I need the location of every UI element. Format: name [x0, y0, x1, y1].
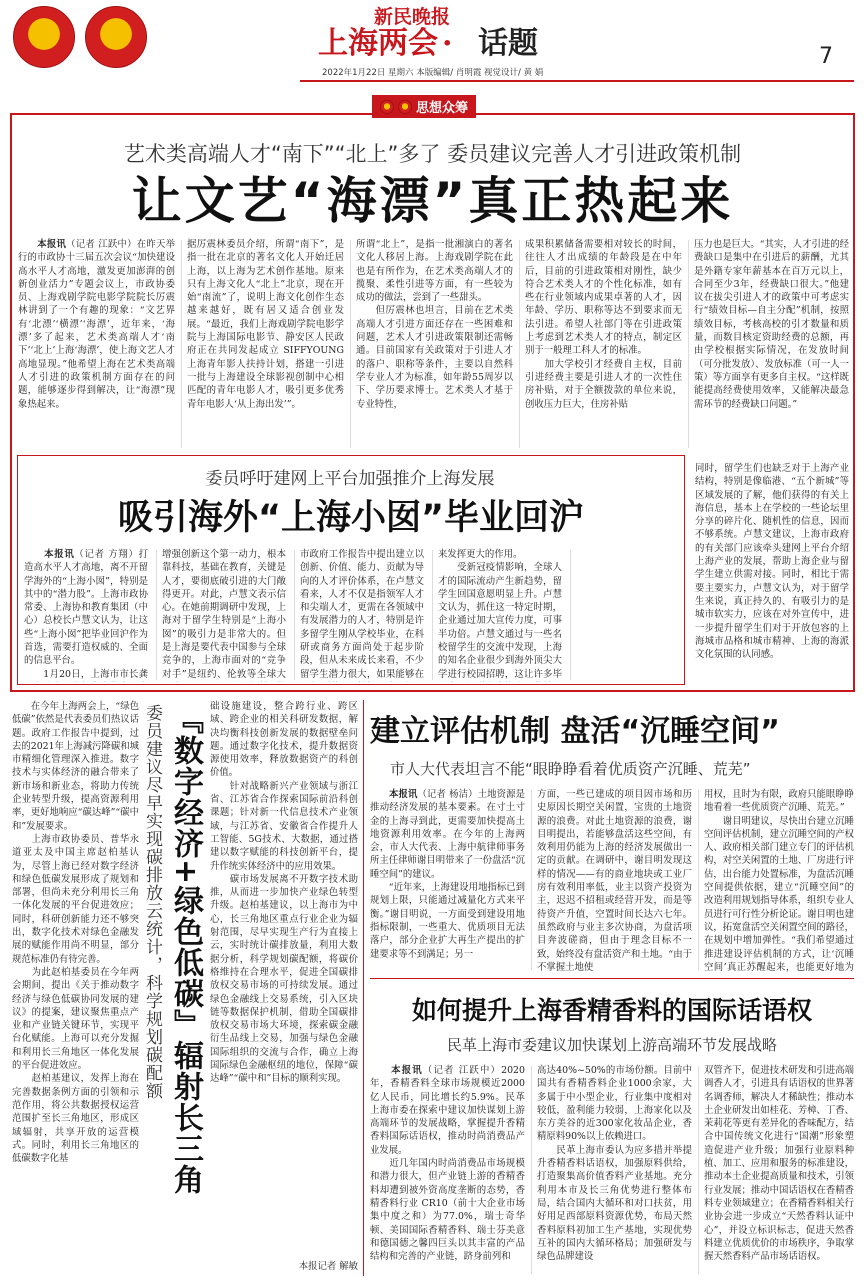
article4-kicker: 市人大代表坦言不能“眼睁睁看着优质资产沉睡、荒芜”: [390, 760, 751, 778]
article1-column-4: 成果积累储备需要相对较长的时间，往往人才出成绩的年龄段是在中年后，目前的引进政策相对刚性，缺少符合艺术类人才的个性化标准，如有些在行业领域内成果卓著的人才，因年龄、学历、职称等达不到要求而无法引进。希望人社部门等在引进政策上考虑到艺术类人才的特点，制定区别于一般理工科人才的标准。 加大学校引才经费自主权，目前引进经费主要是引进人才的一次性住房补贴，对于全额拨款的单位来说，创收压力巨大，住房补贴: [525, 239, 682, 410]
article5-headline: 如何提升上海香精香料的国际话语权: [411, 996, 812, 1025]
article5-column-1: 本报讯（记者 江跃中）2020年，香精香料全球市场规模近2000亿人民币，同比增长约5.9%。民革上海市委在探索中建议加快谋划上游高端环节的发展战略，掌握提升香精香料国际话语权，推动时尚消费品产业发展。 近几年国内时尚消费品市场规模和潜力很大，但产业链上游的香精香料却遭到被外资高度垄断的态势，香精香料行业 CR10（前十大企业市场集中度之和）为77.0%，瑞士奇华顿、美国国际香精香料、瑞士芬美意和德国德之馨四巨头以其丰富的产品结构和完善的产业链，跻身前列和: [370, 1065, 525, 1263]
page-number: 7: [819, 44, 833, 69]
article2-byline: 本报讯: [44, 549, 75, 560]
banner-label: 思想众筹: [416, 101, 469, 116]
section-divider: [363, 700, 364, 1276]
column-divider: [432, 550, 433, 680]
npc-small-emblem-icon: [380, 100, 394, 114]
column-divider: [570, 550, 571, 680]
column-divider: [181, 240, 182, 448]
column-divider: [519, 240, 520, 448]
article3-column-2: 础设施建设，整合跨行业、跨区域、跨企业的相关科研发数据，解决均衡科技创新发展的数据壁垒问题。通过数字化技术，提升数据资源使用效率，释放数据资产的科创价值。 针对战略新兴产业领域与浙江省、江苏省合作探索国际前沿科创课题；针对新一代信息技术产业领域，与江苏省、安徽省合作提升人工智能、5G技术、大数据，通过搭建以数字赋能的科技创新平台，提升作统实体经济中的应用效果。 碳市场发展离不开数字技术助推，从而进一步加快产业绿色转型升级。赵柏基建议，以上海市为中心，长三角地区重点行业企业为辐射范围，尽早实现生产行为直接上云，实时统计碳排放量，利用大数据分析，科学规划碳配额，将碳价格维持在合理水平，促进全国碳排放权交易市场的可持续发展。通过绿色金融线上交易系统，引入区块链等数据保护机制，借助全国碳排放权交易市场大环境，探索碳金融衍生品线上交易，加强与绿色金融国际组织的交流与合作，确立上海国际绿色金融枢纽的地位，保障“碳达峰”“碳中和”目标的顺利实现。: [210, 701, 358, 1085]
cppcc-small-emblem-icon: [398, 100, 412, 114]
article1-headline: 让文艺“海漂”真正热起来: [131, 172, 734, 230]
column-divider: [350, 240, 351, 448]
column-divider: [698, 790, 699, 970]
article1-column-2: 据厉震林委员介绍，所谓“南下”，是指一批在北京的著名文化人开始迁居上海，以上海为艺术创作基地。原来只有上海文化人“北上”北京，现在开始“南流”了，说明上海文化创作生态越来越好，既有居又适合创业发展。“最近，我们上海戏剧学院电影学院与上海国际电影节、静安区人民政府正在共同发起成立 SIFFYOUNG 上海青年影人扶持计划，搭建一引进一批与上海建设全球影视创制中心相匹配的青年电影人才，吸引更多优秀青年电影人‘从上海出发’”。: [187, 239, 344, 410]
article4-headline: 建立评估机制 盘活“沉睡空间”: [370, 714, 780, 749]
column-divider: [294, 550, 295, 680]
article4-column-3: 用权，且时为有限，政府只能眼睁睁地看着一些优质资产沉睡、荒芜。” 谢目明建议，尽快出台建立沉睡空间评估机制，建立沉睡空间的产权人、政府相关部门建立专门的评估机构，对空关闲置的土地、厂房进行评估，出台能力处置标准，为盘活沉睡空间提供依据，建立“沉睡空间”的改造利用规划指导体系，组织专业人员进行可行性分析论证。谢目明也建议，拓宽盘活空关闲置空间的路径，在规划中增加弹性。“我们希望通过推进建设评估机制的方式，让‘沉睡空间’真正苏醒起来，也能更好地为: [704, 789, 854, 972]
article3-vertical-kicker: 委员建议尽早实现碳排放云统计，科学规划碳配额: [142, 704, 162, 1100]
article2-column-2: 增强创新这个第一动力，根本靠科技，基础在教育，关键是人才，要彻底破引进的大门敞得更开。对此，卢慧文表示信心。在她前期调研中发现，上海对于留学生特别是“上海小囡”的吸引力是非常大的。但是上海是要代表中国参与全球竞争的，上海市面对的“竞争对手”是纽约、伦敦等全球大: [162, 549, 286, 680]
article2-kicker: 委员呼吁建网上平台加强推介上海发展: [205, 469, 495, 489]
section-banner: [372, 95, 476, 118]
article2-column-3: 市政府工作报告中提出建立以创新、价值、能力、贡献为导向的人才评价体系，在卢慧文看来，人才不仅是指领军人才和尖端人才，更需在各领域中有发展潜力的人才，特别是许多留学生刚从学校毕业，在科研或商务方面尚处于起步阶段，但从未来成长来看，不少留学生潜力很大，如果能够在: [300, 549, 424, 680]
cppcc-emblem-icon: [13, 6, 75, 68]
npc-emblem-icon: [85, 6, 147, 68]
article5-kicker: 民革上海市委建议加快谋划上游高端环节发展战略: [446, 1036, 777, 1054]
article5-column-2: 高达40%~50%的市场份额。目前中国共有香精香料企业1000余家，大多属于中小型企业，行业集中度相对较低，盈利能力较弱，上海家化以及东方美谷的近300家化妆品企业，香精原料90%以上依赖进口。 民革上海市委认为应多措并举提升香精香料话语权，加强原料供给，打造聚集高价值香料产业基地。充分利用本市及长三角优势进行整体布局，结合国内大循环和对口扶贫，用好用足西部原料资源优势，布局天然香料原料初加工生产基地，实现优势互补的国内大循环格局；加强研发与绿色品牌建设: [537, 1065, 692, 1263]
article2-column-1: 本报讯（记者 方翔）打造高水平人才高地，离不开留学海外的“上海小囡”，特别是其中的“潜力股”。上海市政协常委、上海协和教育集团（中心）总校长卢慧文认为，让这些“上海小囡”把毕业回沪作为首选，需要打造权威的、全面的信息平台。 1月20日，上海市市长龚: [24, 549, 148, 680]
dateline: 2022年1月22日 星期六 本版编辑/ 肖明霞 视觉设计/ 黄 娟: [322, 68, 544, 78]
article1-column-3: 所谓“北上”，是指一批湘演白的著名文化人移居上海。上海戏剧学院在此也是有所作为，在艺术类高端人才的揽聚、柔性引进等方面，有一些较为成功的做法，尝到了一些甜头。 但厉震林也坦言，目前在艺术类高端人才引进方面还存在一些困难和问题，艺术人才引进政策限制还需畅通。目前国家有关政策对于引进人才的落户、职称等条件，主要以自然科学专业人才为标准，如年龄55周岁以下、学历要求博士。艺术类人才基于专业特性，: [356, 239, 513, 410]
section-title: 上海两会: [318, 26, 438, 61]
column-title: 话题: [478, 26, 538, 61]
article5-column-3: 双管齐下，促进技术研发和引进高端调香人才，引进具有话语权的世界著名调香师，解决人才稀缺性；推动本土企业研发出如桂花、芳樟、丁香、茉莉花等更有差异化的香味配方，结合中国传统文化进行“国潮”形象塑造促进产业升级；加强行业原料种植、加工、应用和服务的标准建设，推动本土企业提高质量和技术，引领行业发展；推动中国话语权在香精香料专业领域建立；在香精香料相关行业协会进一步成立“天然香料认证中心”，并设立标识标志，促进天然香料建立优质优价的市场秩序，争取掌握天然香料产品市场话语权。: [704, 1065, 854, 1263]
article4-column-2: 方面，一些已建成的项目因市场和历史原因长期空关闲置，宝贵的土地资源的浪费。对此土地资源的浪费，谢目明提出，若能够盘活这些空间，有效利用仍能为上海的经济发展做出一定的贡献。在调研中，谢目明发现这样的情况——有的商业地块或工业厂房有效利用率低，业主以资产投资为主，迟迟不招租或经营开发，而是等待资产升值，空置时间长达六七年。虽然政府与业主多次协商，为盘活项目奔波磋商，但由于理念目标不一致，始终没有盘活资产和土地。“由于不掌握土地使: [537, 789, 692, 972]
article3-signoff: 本报记者 解敏: [298, 1261, 358, 1272]
column-divider: [531, 790, 532, 970]
column-divider: [156, 550, 157, 680]
section-divider: [370, 978, 854, 979]
article1-column-1: 本报讯（记者 江跃中）在昨天举行的市政协十三届五次会议“加快建设高水平人才高地，激发更加澎湃的创新创业活力”专题会议上，市政协委员、上海戏剧学院电影学院院长厉震林讲到了一个有趣的现象：“文艺界有‘北漂’‘横漂’‘海漂’，近年来，‘海漂’多了起来，艺术类高端人才‘南下’‘北上’上海‘海漂’，使上海文艺人才高地显现。”他希望上海在艺术类高端人才引进的政策机制方面存在的问题，能够逐步得到解决，让“海漂”现象热起来。: [18, 239, 175, 410]
column-divider: [688, 240, 689, 448]
column-divider: [698, 1066, 699, 1274]
article2-column-5: 同时，留学生们也缺乏对于上海产业结构，特别是像临港、“五个新城”等区域发展的了解，他们获得的有关上海信息，基本上在学校的一些论坛里分享的碎片化、随机性的信息，因而不够系统。卢慧文建议，上海市政府的有关部门应该牵头建网上平台介绍上海产业的发展，帮助上海企业与留学生建立供需对接。同时，相比于需要主要实力，卢慧文认为，对于留学生来说，真正持久的、有吸引力的是城市软实力，应该在对外宣传中，进一步提升留学生们对于开放包容的上海城市品格和城市精神、上海的海派文化氛围的认同感。: [695, 463, 849, 661]
article4-byline: 本报讯: [389, 789, 418, 800]
column-divider: [531, 1066, 532, 1274]
article1-byline: 本报讯: [37, 239, 67, 250]
article5-byline: 本报讯: [391, 1065, 423, 1076]
masthead-rule: [300, 80, 854, 82]
article1-column-5: 压力也是巨大。“其实，人才引进的经费缺口是集中在引进后的薪酬，尤其是外籍专家年薪基本在百万元以上，合同至少3年，经费缺口很大。”他建议在拔尖引进人才的政策中可考虑实行“绩效目标—自主分配”机制，按照绩效目标，考核高校的引才数量和质量，而数目核定资助经费的总额，再由学校根据实际情况，在发放时间（可分批发放）、发放标准（可一人一策）等方面享有更多自主权。“这样既能提高经费使用效率，又能解决最急需环节的经费缺口问题。”: [694, 239, 849, 410]
article2-headline: 吸引海外“上海小囡”毕业回沪: [117, 498, 584, 538]
section-dot: ·: [442, 26, 453, 61]
article2-column-4: 来发挥更大的作用。 受新冠疫情影响，全球人才的国际流动产生新趋势，留学生回国意愿明显上升。卢慧文认为，抓住这一特定时期，企业通过加大宣传力度，可事半功倍。卢慧文通过与一些名校留学生的交流中发现，上海的知名企业很少到海外顶尖大学进行校园招聘，这让许多毕: [438, 549, 562, 680]
masthead: [0, 0, 865, 88]
article1-kicker: 艺术类高端人才“南下”“北上”多了 委员建议完善人才引进政策机制: [123, 142, 742, 166]
article3-vertical-headline: 『数字经济+绿色低碳』辐射长三角: [168, 704, 203, 1196]
article3-column-1: 在今年上海两会上，“绿色低碳”依然是代表委员们热议话题。政府工作报告中提到，过去的2021年上海减污降碳和城市精细化管理深入推进。数字技术与实体经济的融合带来了新市场和新业态，将助力传统企业转型升级，提高资源利用率，更好地响应“碳达峰”“碳中和”发展要求。 上海市政协委员、普华永道亚太及中国主席赵柏基认为，尽管上海已经对数字经济和绿色低碳发展形成了规划和部署，但尚未充分利用长三角一体化发展的平台促进效应；同时，科研创新能力还不够突出，数字化技术对绿色金融发展的赋能作用尚不明显，部分规范标准仍有待完善。 为此赵柏基委员在今年两会期间，提出《关于推动数字经济与绿色低碳协同发展的建议》的提案，建议聚焦重点产业和产业链关键环节，实现平台化赋能。上海可以充分发掘和利用长三角地区一体化发展的平台促进效应。 赵柏基建议，发挥上海在完善数据条例方面的引领和示范作用，将公共数据授权运营范围扩至长三角地区，形成区域辐射，共享开放的运营模式。同时，利用长三角地区的低碳数字化基: [12, 701, 139, 1165]
article4-column-1: 本报讯（记者 杨洁）土地资源是推动经济发展的基本要素。在寸土寸金的上海寻到此，更需要加快提高土地资源利用效率。在今年的上海两会，市人大代表、上海中航律师事务所主任律师谢目明带来了一份盘活“沉睡空间”的建议。 “近年来，上海建设用地指标已到规划上限，只能通过减量化方式来平衡。”谢目明说，一方面受到建设用地指标限制，一些重大、优质项目无法落户，部分企业扩大再生产提出的扩建要求等不到满足；另一: [370, 789, 525, 960]
newspaper-brand: 新民晚报: [374, 6, 451, 28]
